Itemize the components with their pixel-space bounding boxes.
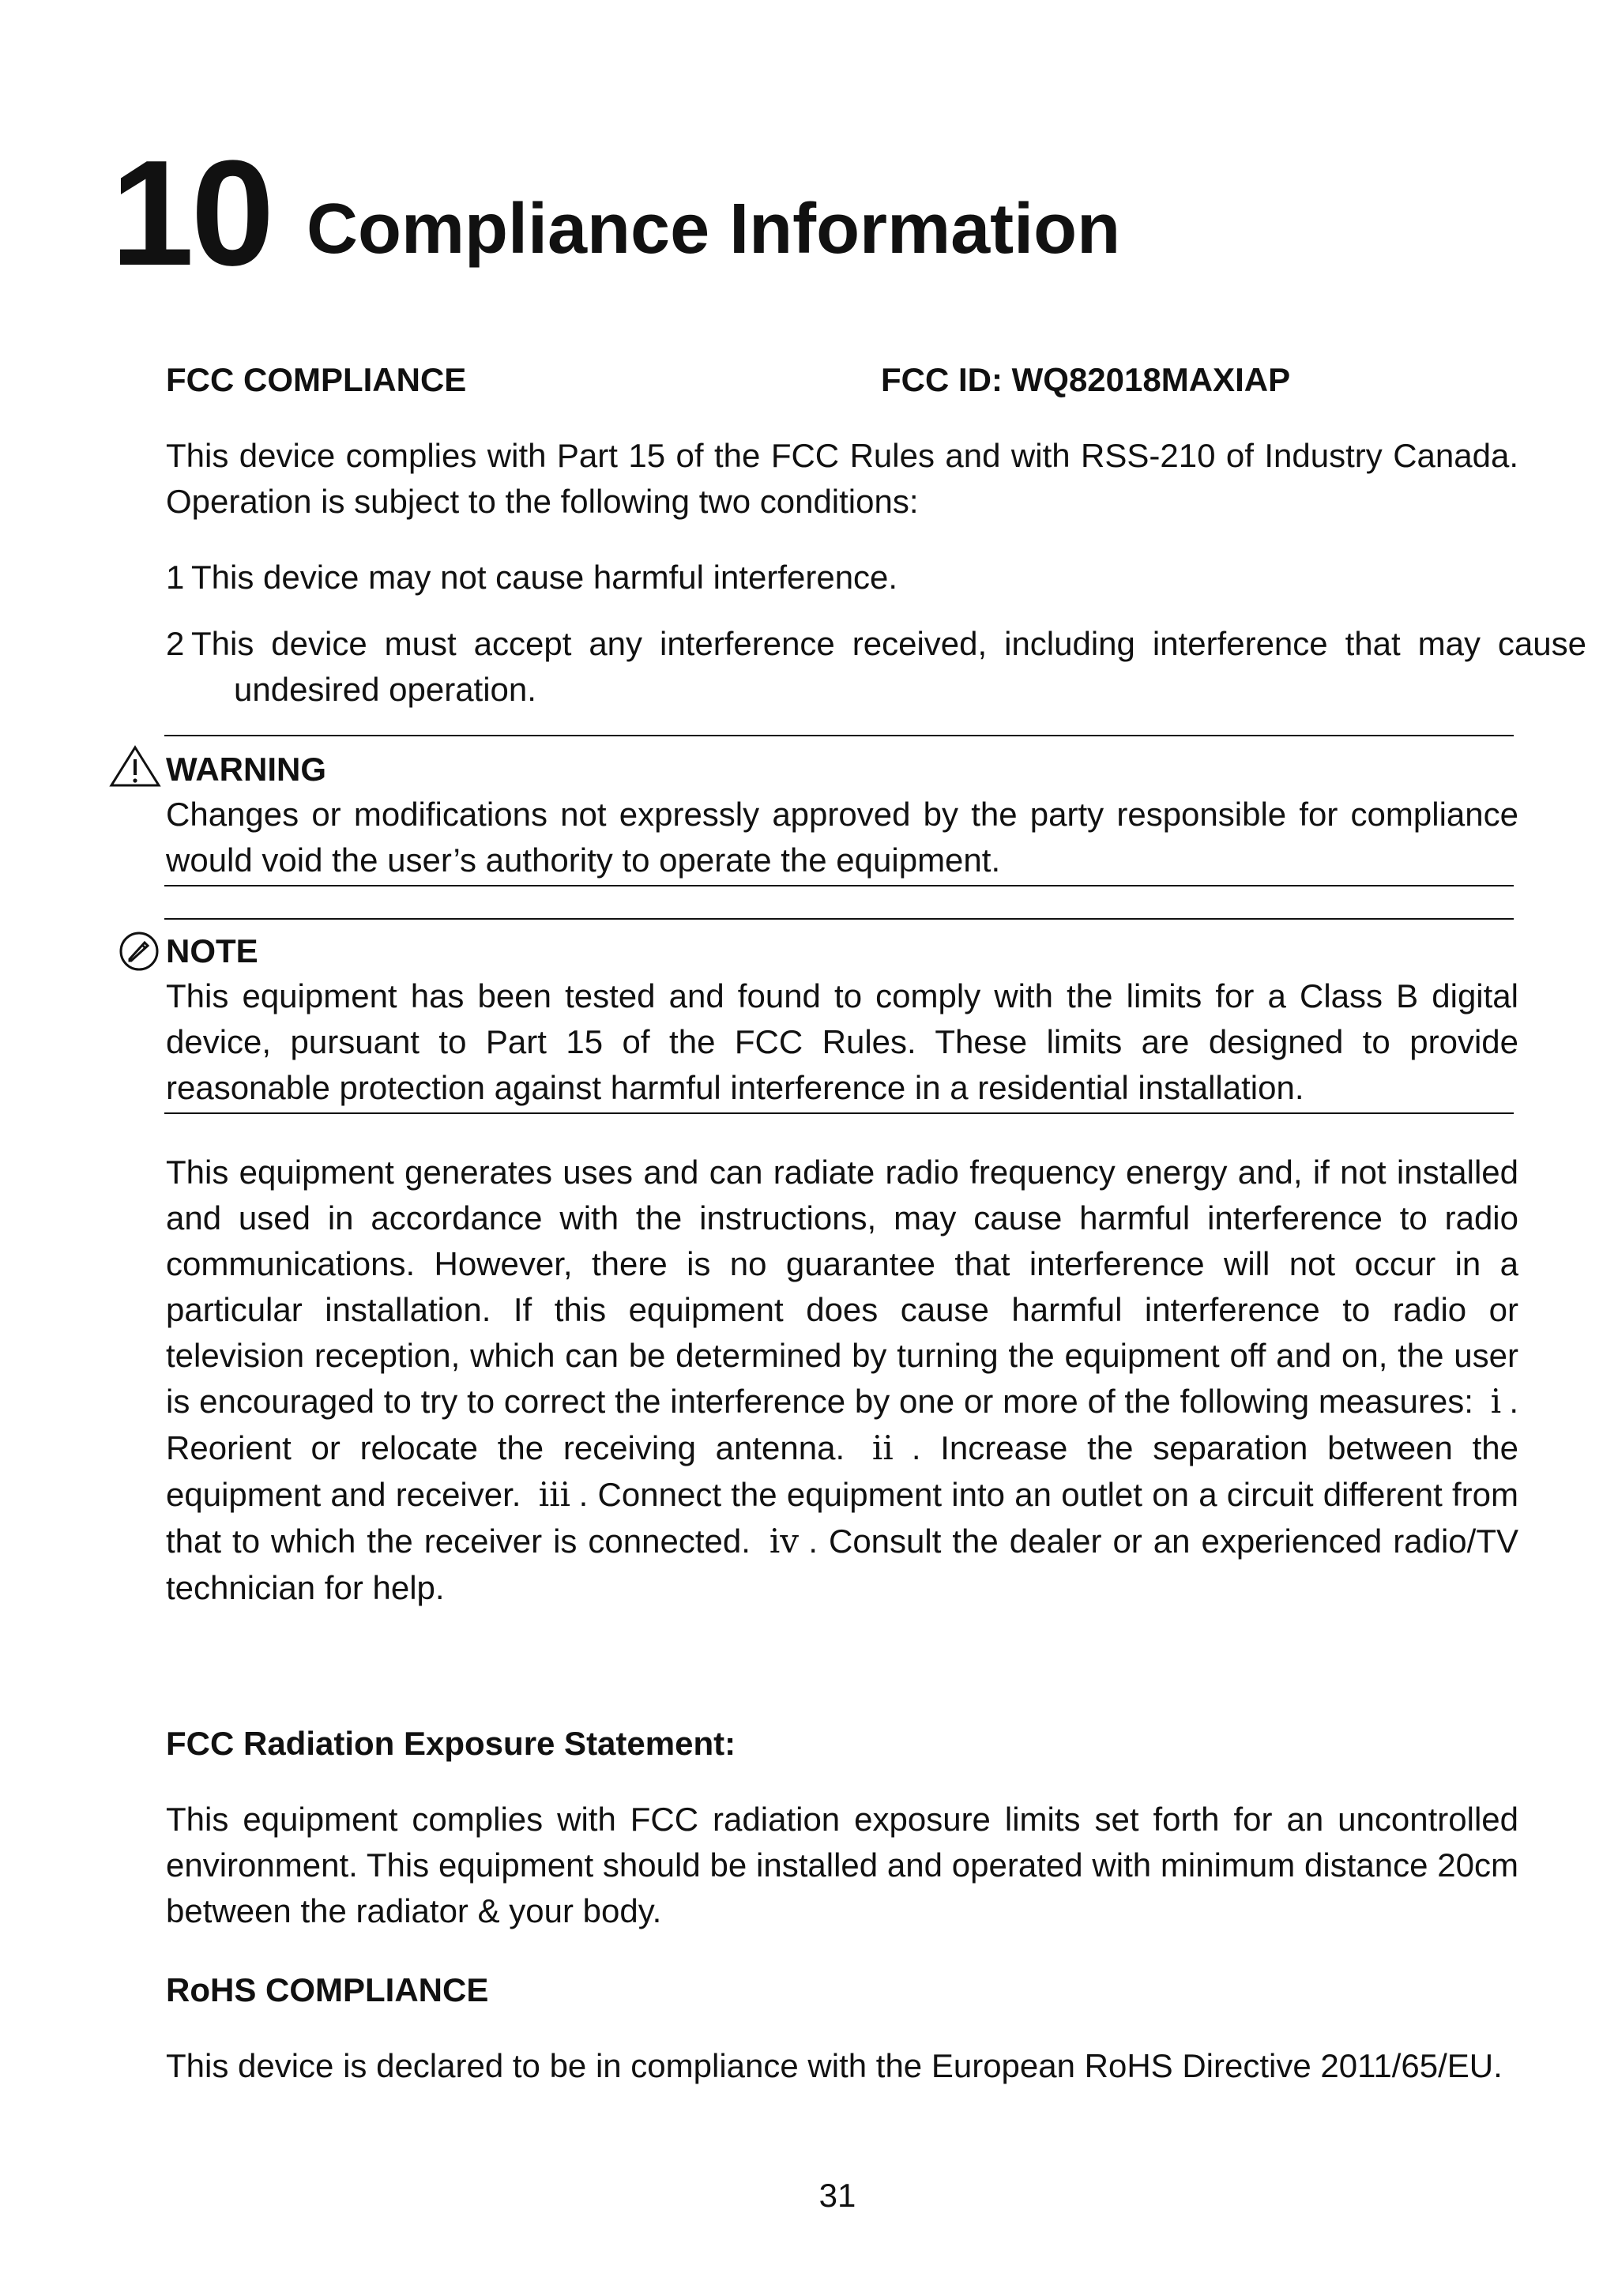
fcc-id: FCC ID: WQ82018MAXIAP	[881, 361, 1291, 398]
chapter-number: 10	[111, 130, 272, 297]
condition-number: 2	[166, 625, 185, 662]
radiation-heading: FCC Radiation Exposure Statement:	[166, 1725, 736, 1762]
measure-numeral: ⅳ	[769, 1524, 801, 1560]
radiation-text: This equipment complies with FCC radiation exposure limits set forth for an uncontrolled environment. This equipment should be installed and operated with minimum distance 20cm between the radiator & your body.	[166, 1801, 1518, 1929]
condition-text: This device may not cause harmful interference.	[191, 559, 898, 596]
chapter-title: Compliance Information	[307, 190, 1121, 269]
warning-top-rule	[164, 735, 1514, 736]
interference-paragraph	[166, 1150, 1518, 1611]
condition-2	[166, 621, 1586, 713]
warning-bottom-rule	[164, 885, 1514, 886]
fcc-heading: FCC COMPLIANCE	[166, 361, 467, 398]
warning-triangle-icon	[109, 745, 161, 788]
measure-numeral: ⅰ	[1490, 1384, 1502, 1421]
rohs-heading: RoHS COMPLIANCE	[166, 1971, 489, 2008]
note-bottom-rule	[164, 1112, 1514, 1114]
condition-number: 1	[166, 559, 185, 596]
page-number: 31	[818, 2177, 856, 2214]
condition-1	[166, 555, 1518, 600]
note-label: NOTE	[166, 932, 258, 969]
warning-text: Changes or modifications not expressly approved by the party responsible for compliance would void the user’s authority to operate the equipment.	[166, 796, 1518, 879]
note-top-rule	[164, 918, 1514, 920]
condition-text: This device must accept any interference received, including interference that may cause undesired operation.	[191, 625, 1586, 708]
measure-text: . Consult the dealer or an experienced radio/TV technician for help.	[166, 1523, 1518, 1606]
rohs-text: This device is declared to be in compliance with the European RoHS Directive 2011/65/EU.	[166, 2047, 1503, 2084]
interference-lead: This equipment generates uses and can radiate radio frequency energy and, if not installed and used in accordance with the instructions, may cause harmful interference to radio communications. However, there is no guarantee that interference will not occur in a particular installation. If this equipment does cause harmful interference to radio or television reception, which can be determined by turning the equipment off and on, the user is encouraged to try to correct the interference by one or more of the following measures:	[166, 1154, 1518, 1420]
measure-text: . Reorient or relocate the receiving antenna.	[166, 1383, 1518, 1466]
measure-text: . Connect the equipment into an outlet on a circuit different from that to which the receiver is connected.	[166, 1476, 1518, 1560]
pencil-note-icon	[119, 931, 160, 972]
warning-label: WARNING	[166, 751, 326, 788]
note-text: This equipment has been tested and found to comply with the limits for a Class B digital device, pursuant to Part 15 of the FCC Rules. These limits are designed to provide reasonable protection against harmful interference in a residential installation.	[166, 977, 1518, 1106]
measure-numeral: ⅲ	[538, 1477, 571, 1514]
measure-numeral: ⅱ	[871, 1431, 904, 1467]
fcc-intro: This device complies with Part 15 of the FCC Rules and with RSS-210 of Industry Canada. Operation is subject to the following two conditions:	[166, 437, 1518, 520]
measure-text: . Increase the separation between the equipment and receiver.	[166, 1429, 1518, 1513]
